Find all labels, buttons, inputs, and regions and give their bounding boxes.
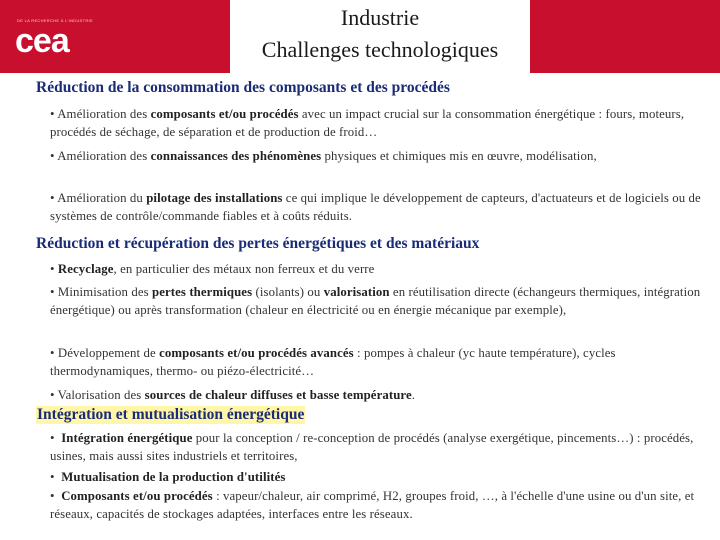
item-bold: valorisation [323, 285, 390, 299]
item-bold: pertes thermiques [152, 285, 253, 299]
item-text: physiques et chimiques mis en œuvre, modélisation, [321, 149, 597, 163]
section-heading-3: Intégration et mutualisation énergétique [37, 406, 305, 423]
logo-tagline: DE LA RECHERCHE À L'INDUSTRIE [17, 18, 93, 23]
item-text: en réutilisation directe (échangeurs thermiques, intégration énergétique) ou après transformation (chaleur en électricité ou en énergie mécanique par exemple), [50, 285, 701, 317]
section-heading-2: Réduction et récupération des pertes énergétiques et des matériaux [36, 235, 480, 252]
section-heading-1: Réduction de la consommation des composants et des procédés [36, 79, 450, 96]
list-item: • Développement de composants et/ou procédés avancés : pompes à chaleur (yc haute température), cycles thermodynamiques, thermo- ou piézo-électricité… [50, 346, 616, 378]
item-text: Amélioration des [57, 149, 151, 163]
item-text: : pompes à chaleur (yc haute température), cycles thermodynamiques, thermo- ou piézo-électricité… [50, 346, 616, 378]
item-text: . [411, 388, 416, 402]
page-subtitle: Challenges technologiques [261, 37, 499, 62]
item-text: Amélioration des [57, 107, 151, 121]
item-text: Valorisation des [57, 388, 145, 402]
item-bold: composants et/ou procédés [150, 107, 299, 121]
list-item: • Composants et/ou procédés : vapeur/chaleur, air comprimé, H2, groupes froid, …, à l'échelle d'une usine ou d'un site, et réseaux, capacités de stockages adaptées, interfaces entre les réseaux. [50, 489, 695, 521]
item-text: avec un impact crucial sur la consommation énergétique : fours, moteurs, procédés de séchage, de séparation et de production de froid… [50, 107, 685, 139]
item-bold: pilotage des installations [146, 191, 283, 205]
list-item: • Recyclage, en particulier des métaux non ferreux et du verre [50, 262, 375, 276]
item-text: : vapeur/chaleur, air comprimé, H2, groupes froid, …, à l'échelle d'une usine ou d'un site, et réseaux, capacités de stockages adaptées, interfaces entre les réseaux. [50, 489, 695, 521]
list-item: • Amélioration des connaissances des phénomènes physiques et chimiques mis en œuvre, modélisation, [50, 149, 597, 163]
item-text: Développement de [57, 346, 160, 360]
cea-logo: cea [15, 22, 69, 60]
list-item: • Mutualisation de la production d'utilités [50, 470, 286, 484]
item-bold: Recyclage [57, 262, 114, 276]
item-text: Amélioration du [57, 191, 147, 205]
list-item: • Amélioration des composants et/ou procédés avec un impact crucial sur la consommation énergétique : fours, moteurs, procédés de séchage, de séparation et de production de froid… [50, 107, 685, 139]
item-bold: composants et/ou procédés avancés [159, 346, 354, 360]
item-bold: Composants et/ou procédés [61, 489, 213, 503]
item-text: (isolants) ou [252, 285, 324, 299]
list-item: • Minimisation des pertes thermiques (isolants) ou valorisation en réutilisation directe (échangeurs thermiques, intégration énergétique) ou après transformation (chaleur en électricité ou en énergie mécanique par exemple), [50, 285, 701, 317]
item-text: , en particulier des métaux non ferreux et du verre [113, 262, 375, 276]
list-item: • Amélioration du pilotage des installations ce qui implique le développement de capteurs, d'actuateurs et de logiciels ou de systèmes de contrôle/commande fiables et à coûts réduits. [50, 191, 701, 223]
header-bar [0, 0, 720, 73]
title-box [230, 0, 530, 73]
item-bold: connaissances des phénomènes [150, 149, 322, 163]
page-title: Industrie [340, 5, 420, 30]
item-text: Minimisation des [57, 285, 153, 299]
item-bold: sources de chaleur diffuses et basse température [144, 388, 412, 402]
list-item: • Valorisation des sources de chaleur diffuses et basse température. [50, 388, 416, 402]
item-bold: Intégration énergétique [61, 431, 193, 445]
list-item: • Intégration énergétique pour la conception / re-conception de procédés (analyse exergétique, pincements…) : procédés, usines, mais aussi sites industriels et territoires, [50, 431, 694, 463]
item-bold: Mutualisation de la production d'utilités [61, 470, 286, 484]
item-text: ce qui implique le développement de capteurs, d'actuateurs et de logiciels ou de systèmes de contrôle/commande fiables et à coûts réduits. [50, 191, 701, 223]
item-text: pour la conception / re-conception de procédés (analyse exergétique, pincements…) : procédés, usines, mais aussi sites industriels et territoires, [50, 431, 694, 463]
